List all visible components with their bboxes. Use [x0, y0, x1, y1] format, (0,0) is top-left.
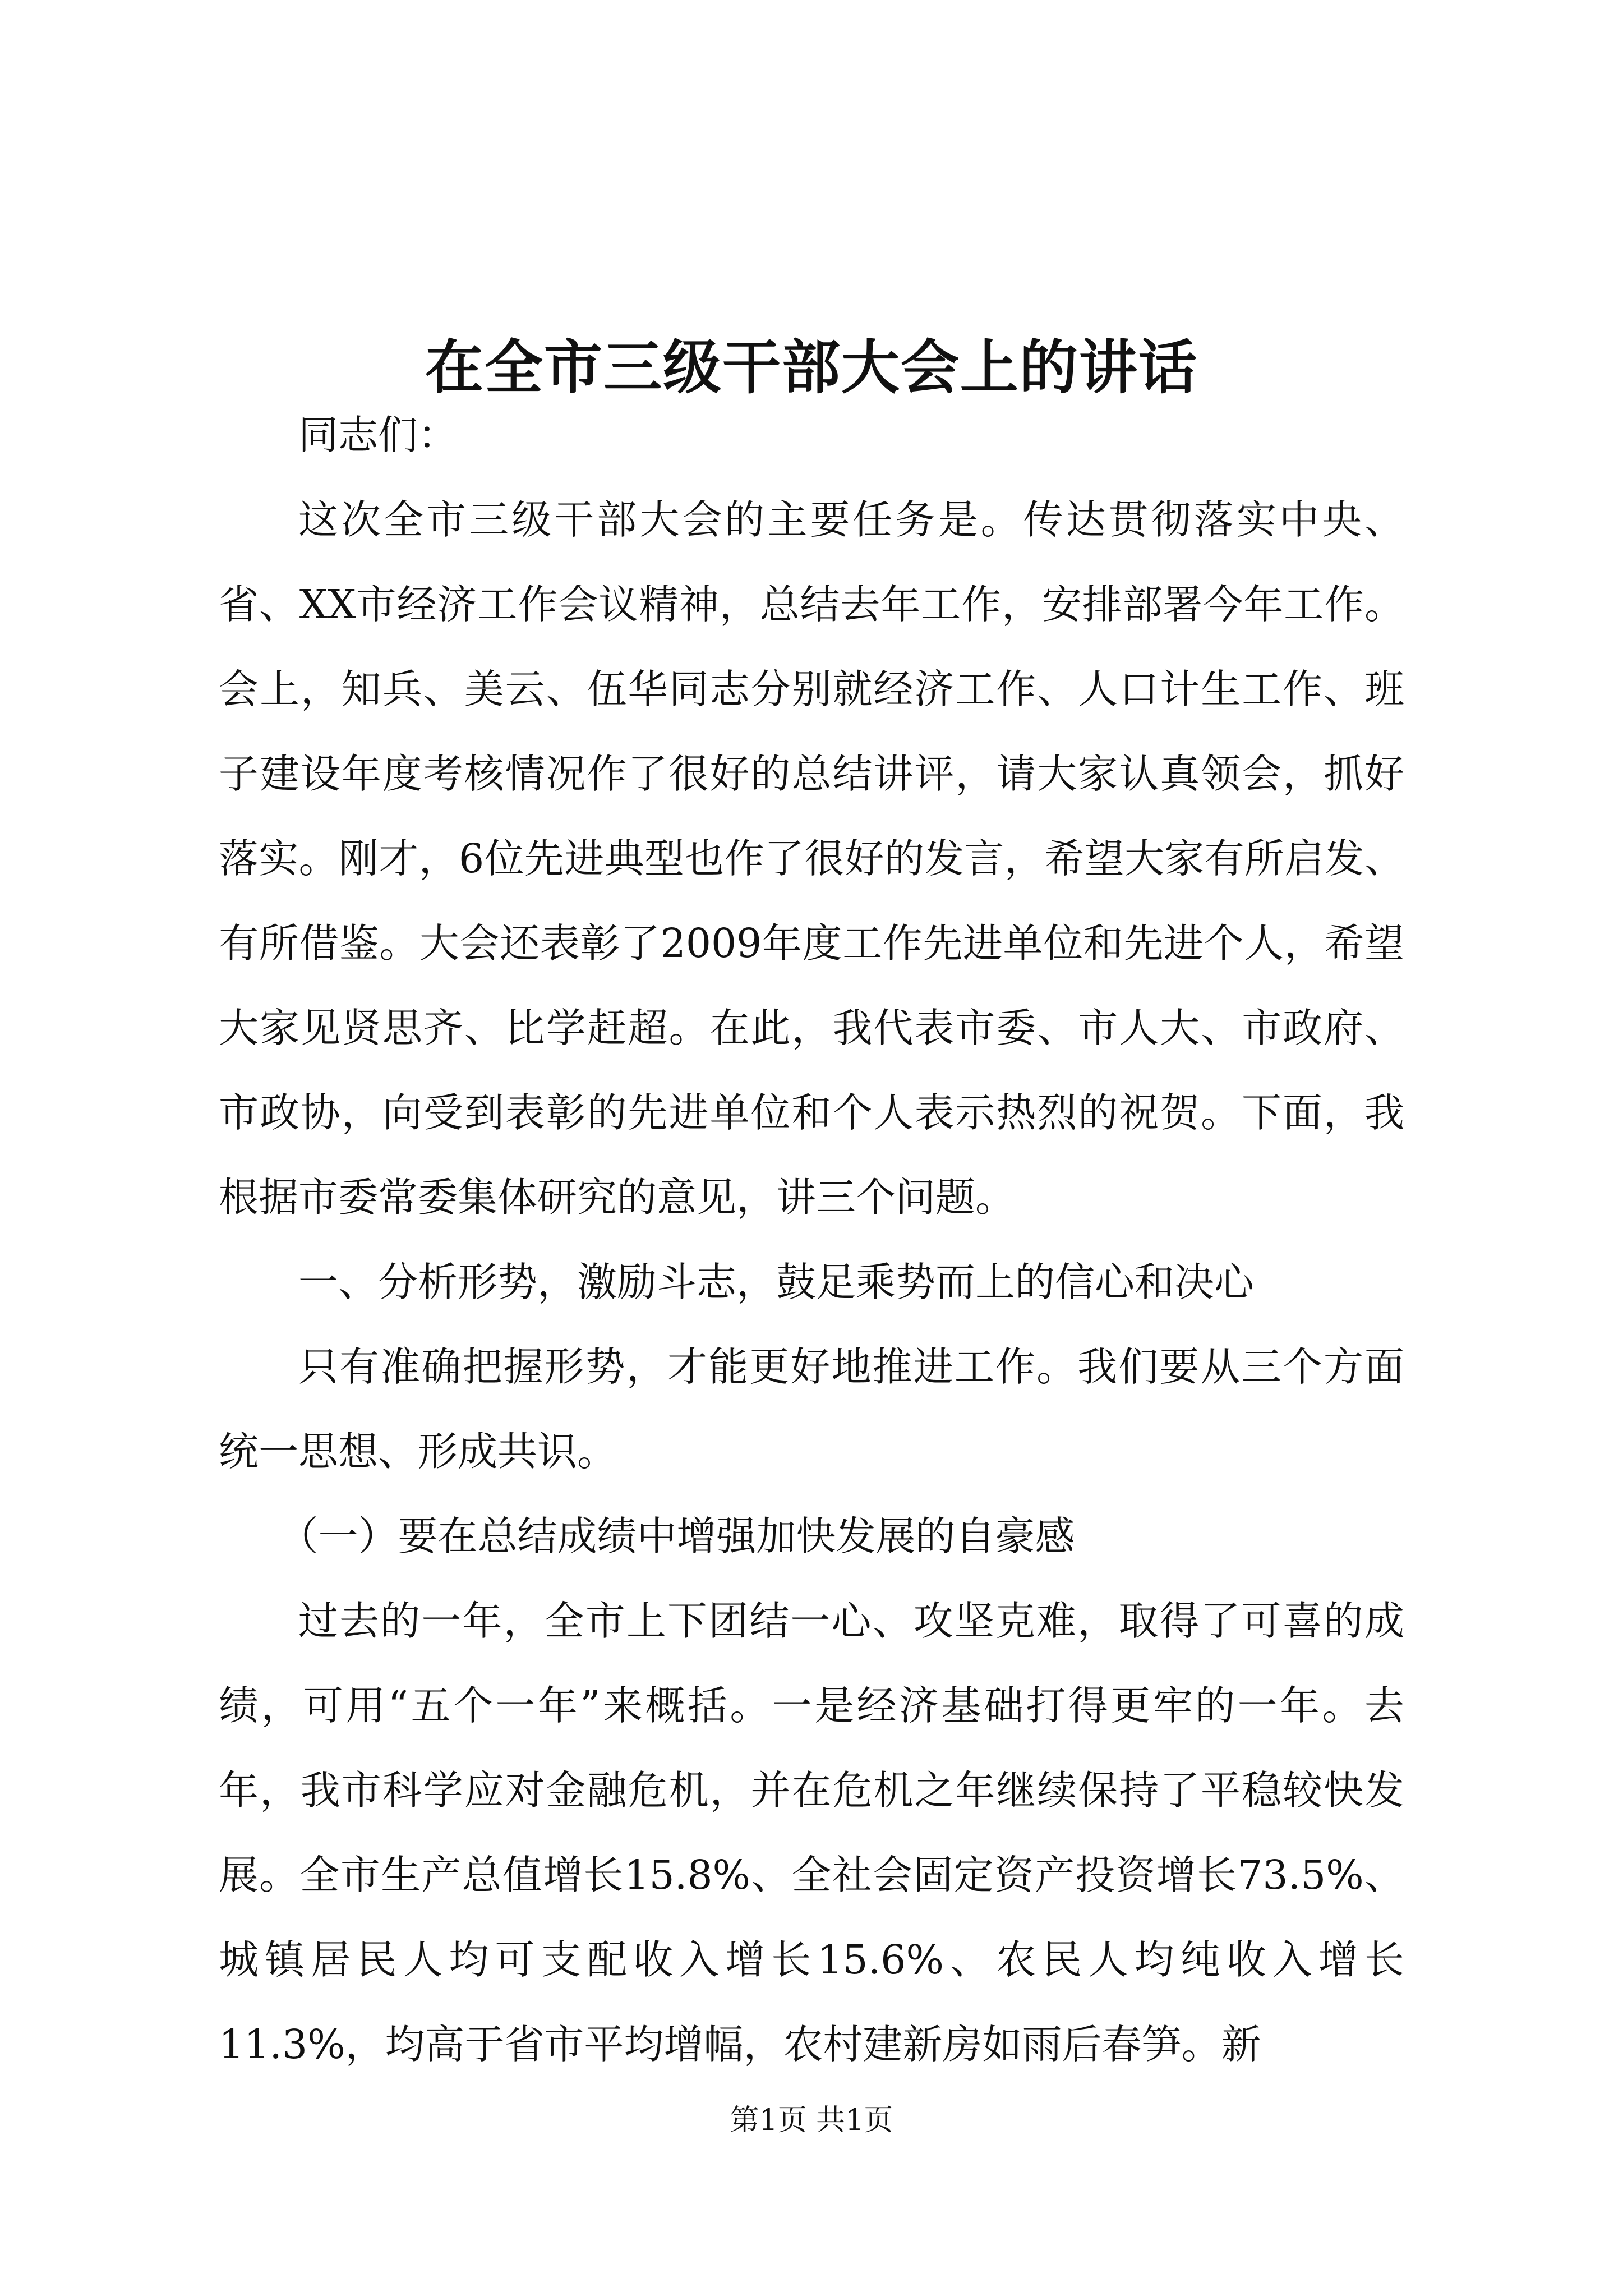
- document-title: 在全市三级干部大会上的讲话: [425, 332, 1198, 402]
- section-paragraph: 只有准确把握形势，才能更好地推进工作。我们要从三个方面统一思想、形成共识。: [219, 1343, 1404, 1475]
- page-footer: 第1页 共1页: [730, 2104, 893, 2137]
- intro-paragraph: 这次全市三级干部大会的主要任务是。传达贯彻落实中央、省、XX市经济工作会议精神，总结去年工作，安排部署今年工作。会上，知兵、美云、伍华同志分别就经济工作、人口计生工作、班子建设年度考核情况作了很好的总结讲评，请大家认真领会，抓好落实。刚才，6位先进典型也作了很好的发言，希望大家有所启发、有所借鉴。大会还表彰了2009年度工作先进单位和先进个人，希望大家见贤思齐、比学赶超。在此，我代表市委、市人大、市政府、市政协，向受到表彰的先进单位和个人表示热烈的祝贺。下面，我根据市委常委集体研究的意见，讲三个问题。: [219, 496, 1404, 1221]
- section-heading: 一、分析形势，激励斗志，鼓足乘势而上的信心和决心: [298, 1259, 1255, 1305]
- subsection-paragraph: 过去的一年，全市上下团结一心、攻坚克难，取得了可喜的成绩，可用“五个一年”来概括。一是经济基础打得更牢的一年。去年，我市科学应对金融危机，并在危机之年继续保持了平稳较快发展。全市生产总值增长15.8%、全社会固定资产投资增长73.5%、城镇居民人均可支配收入增长15.6%、农民人均纯收入增长11.3%，均高于省市平均增幅，农村建新房如雨后春笋。新: [219, 1598, 1404, 2068]
- document-body: [219, 393, 1404, 2087]
- salutation: 同志们：: [298, 412, 458, 458]
- subsection-heading: （一）要在总结成绩中增强加快发展的自豪感: [278, 1513, 1075, 1559]
